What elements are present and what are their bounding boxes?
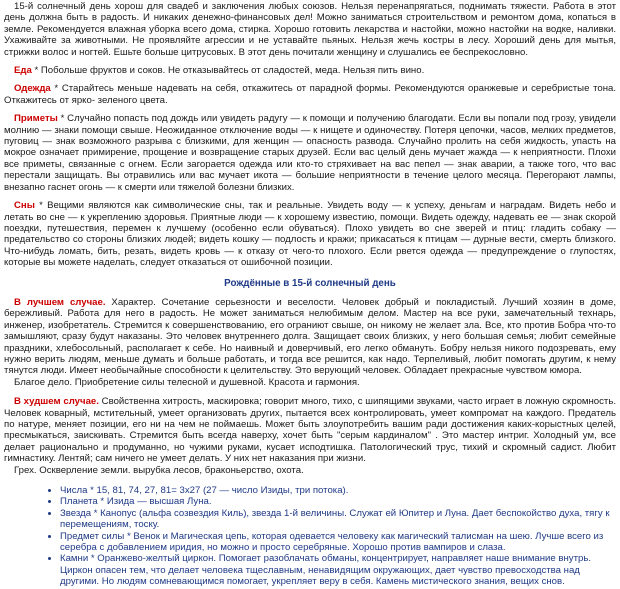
- dreams-paragraph: [4, 200, 616, 268]
- dreams-text: * Вещими являются как символические сны, так и реальные. Увидеть воду — к успеху, деньгам и наградам. Видеть небо и летать во сне — к укреплению здоровья. Приятные люди — к хорошему известию, помощи. Видеть одежду, надевать ее — знак скорой поездки, путешествия, перемен к лучшему (особенно если обуваться). Плохо увидеть во сне зверей и птиц: гладить собаку — предательство со стороны близких людей; видеть кошку — подлость и кражи; прикасаться к птицам — дурные вести, смерть близкого. Что-нибудь ломать, бить, резать, видеть кровь — к отказу от чего-то плохого. Если рвется одежда — предупреждение о глупостях, которые вы можете наделать, следует отказаться от ошибочной позиции.: [4, 200, 616, 269]
- best-case-paragraph: [4, 297, 616, 377]
- sin-line: Грех. Оскверление земли. вырубка лесов, браконьерство, охота.: [14, 464, 304, 476]
- intro-paragraph: 15-й солнечный день хорош для свадеб и заключения любых союзов. Нельзя перенапрягаться, поднимать тяжести. Работа в этот день должна быть в радость. И никаких денежно-финансовых дел! Можно заниматься строительством и ремонтом дома, копаться в земле. Рекомендуется влажная уборка всего дома, стирка. Хорошо готовить лекарства и настойки, можно настойки на водке, наливки. Ухаживайте за животными. Не проявляйте агрессии и не уставайте пьяных. Нельзя жечь костры в лесу. Хороший день для мытья, стрижки волос и ногтей. Ешьте больше цитрусовых. В этот день почитали женщину и слушались ее беспрекословно.: [4, 1, 616, 58]
- virtue-line: Благое дело. Приобретение силы телесной и душевной. Красота и гармония.: [14, 376, 360, 388]
- omens-label: Приметы: [14, 113, 58, 125]
- worst-case-paragraph: [4, 396, 616, 464]
- best-case-label: В лучшем случае.: [14, 296, 106, 308]
- food-text: * Побольше фруктов и соков. Не отказывайтесь от сладостей, меда. Нельзя пить вино.: [31, 65, 425, 77]
- born-heading: Рождённые в 15-й солнечный день: [224, 277, 396, 289]
- list-item: • Камни * Оранжево-желтый циркон. Помогает разоблачать обманы, концентрирует, направляет наше внимание внутрь. Циркон опасен тем, что делает человека тщеславным, ненавидящим окружающих, дает чувство превосходства над другими. Но людям сомневающимся помогает, укрепляет веру в себя. Камень мистического знания, вещих снов.: [60, 553, 616, 587]
- list-item: • Числа * 15, 81, 74, 27, 81= 3х27 (27 — число Изиды, три потока).: [60, 485, 616, 496]
- dreams-label: Сны: [14, 200, 35, 212]
- best-case-text: Характер. Сочетание серьезности и веселости. Человек добрый и покладистый. Лучший хозяин в доме, бережливый. Работа для него в радость. Не может заниматься нелюбимым делом. Мастер на все руки, замечательный технарь, инженер, изобретатель. Стремится к совершенствованию, его ограниют свыше, он никому не желает зла. Все, кто против Бобра что-то замышляют, сразу будут наказаны. Это человек внутреннего долга. Защищает своих близких, у него большая семья; любит семейные праздники, хлебосольный, располагает к себе. Но наивный и доверчивый, его легко обмануть. Бобру нельзя никого подозревать, ему нужно верить людям, меньше думать и больше работать, и тогда все решится, как надо. Терпеливый, любит помогать другим, к нему тянутся люди. Имеет необычайные способности к целительству. Это верующий человек. Обладает прекрасные чувством юмора.: [4, 296, 616, 377]
- facts-list: [4, 485, 616, 588]
- omens-text: * Случайно попасть под дождь или увидеть радугу — к помощи и получению благодати. Если вы попали под грозу, увидели молнию — знаки помощи свыше. Неожиданное отключение воды — к нищете и одиночеству. Потеря цепочки, часов, мелких предметов, пуговиц — знак возможного разрыва с близкими, для женщин — опасность развода. Случайно пролить на себя жидкость, упасть на мокрое означает примирение, прощение и возвращение старых друзей. Если вас целый день мучает жажда — к неприятности. Плохи все приметы, связанные с огнем. Если загорается одежда или кто-то стряхивает на вас пепел — знак аварии, а также того, что вас перестали защищать. Вы отравились или вас мучает икота — большие неприятности в течение целого месяца. Перегорают лампы, внезапно гаснет огонь — к смерти или тяжелой болезни близких.: [4, 113, 616, 193]
- worst-case-text: Свойственна хитрость, маскировка; говорит много, тихо, с шипящими звуками, часто играет в ложную скромность. Человек коварный, мстительный, умеет организовать других, пытается всех контролировать, умеет компромат на каждого. Предатель по натуре, меняет позиции, его ни на чем не поймаешь. Может быть злоупотребить вашим ради достижения каких-корыстных целей, пресмыкаться, заискивать. Стремится быть всегда наверху, хочет быть "серым кардиналом" . Это мастер интриг. Холодный ум, все делает рационально и продуманно, но чужими руками, кусает исподтишка. Патологический трус, тихий и скромный садист. Любит гимнастику. Лентяй; сам ничего не умеет делать. У них нет наказания при жизни.: [4, 396, 616, 465]
- food-label: Еда: [14, 65, 32, 77]
- omens-paragraph: [4, 113, 616, 193]
- food-paragraph: [4, 65, 616, 76]
- list-item: • Предмет силы * Венок и Магическая цепь, которая одевается человеку как магический талисман на шею. Лучше всего из серебра с добавлением иридия, но можно и просто серебряные. Хорошо против вампиров и слаза.: [60, 531, 616, 554]
- clothes-label: Одежда: [14, 83, 51, 95]
- clothes-paragraph: [4, 83, 616, 106]
- list-item: • Звезда * Канопус (альфа созвездия Киль), звезда 1-й величины. Служат ей Юпитер и Луна. Дает беспокойство духа, тягу к перемещениям, тоску.: [60, 508, 616, 531]
- clothes-text: * Старайтесь меньше надевать на себя, откажитесь от парадной формы. Рекомендуются оранжевые и серебристые тона. Откажитесь от ярко- зеленого цвета.: [4, 83, 616, 106]
- list-item: • Планета * Изида — высшая Луна.: [60, 496, 616, 507]
- worst-case-label: В худшем случае.: [14, 396, 99, 408]
